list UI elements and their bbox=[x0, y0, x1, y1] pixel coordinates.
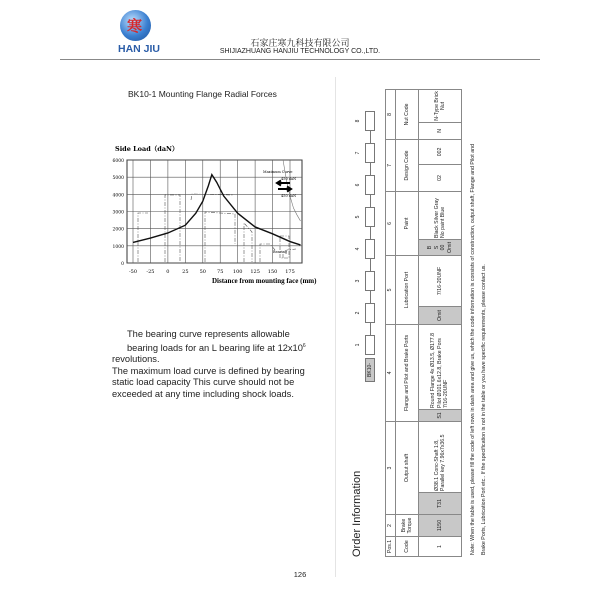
cell-pos: 1 bbox=[419, 537, 462, 557]
y-tick-label: 0 bbox=[121, 262, 124, 267]
cell-paint-desc: Black Silver Gray No paint Blue bbox=[419, 191, 462, 239]
cell-nut-code: N bbox=[419, 122, 462, 139]
cell-flange-desc: Round Flange 4x Ø13.5, Ø177.8 Pilot Ø101.6x12.8, Brake Pors 7/16-20UNF bbox=[419, 324, 462, 409]
cell-lube-code: Omit bbox=[419, 306, 462, 324]
col-num: 7 bbox=[386, 139, 396, 191]
position-label: 2 bbox=[355, 311, 361, 315]
connector-line bbox=[370, 163, 371, 175]
x-tick-label: 175 bbox=[285, 269, 295, 275]
col-header: Output shaft bbox=[396, 421, 419, 514]
col-num: 3 bbox=[386, 421, 396, 514]
cell-nut-desc: N-Type Brick Nut bbox=[419, 89, 462, 122]
annotation-maximum-curve: Maximum Curve bbox=[263, 170, 293, 174]
code-entry-box[interactable] bbox=[365, 207, 375, 227]
table-number-row bbox=[386, 89, 396, 556]
code-prefix-box: BK10- bbox=[365, 358, 375, 382]
y-axis-label: Side Load（daN） bbox=[115, 145, 179, 153]
cell-shaft-code: T31 bbox=[419, 493, 462, 515]
y-tick-label: 1000 bbox=[112, 244, 124, 250]
y-tick-label: 5000 bbox=[112, 176, 124, 182]
col-num: 4 bbox=[386, 324, 396, 421]
position-label: 8 bbox=[355, 119, 361, 123]
company-name-en: SHIJIAZHUANG HANJIU TECHNOLOGY CO.,LTD. bbox=[219, 48, 381, 55]
logo-glyph: 寒 bbox=[127, 17, 143, 35]
connector-line bbox=[370, 131, 371, 143]
code-entry-box[interactable] bbox=[365, 143, 375, 163]
position-label: 3 bbox=[355, 279, 361, 283]
connector-line bbox=[370, 227, 371, 239]
description-line-1b: revolutions. bbox=[112, 354, 160, 365]
note-line-2: Brake Ports, Lubrication Port etc.. If the specification is not in the table or you have specific requirements, please contact us. bbox=[481, 264, 487, 555]
table-header-row bbox=[396, 89, 419, 556]
x-axis-label: Distance from mounting face (mm) bbox=[212, 277, 317, 285]
col-header: Flange and Pilot and Brake Ports bbox=[396, 324, 419, 421]
cell-paint-codes: B S 00 Omit bbox=[419, 239, 462, 255]
description-line-2: The maximum load curve is defined by bearing static load capacity This curve should not be exceeded at any time including shock loads. bbox=[112, 365, 305, 399]
col-header: Paint bbox=[396, 191, 419, 255]
x-tick-label: -25 bbox=[146, 269, 155, 275]
cell-shaft-desc: Ø38.1 Conc-Shaft 1:8, Parallel key 7.96x7x36.5 bbox=[419, 421, 462, 492]
code-entry-box[interactable] bbox=[365, 335, 375, 355]
arrow-left-icon bbox=[277, 181, 290, 186]
brand-name: HAN JIU bbox=[118, 43, 161, 55]
x-tick-label: 75 bbox=[217, 269, 224, 275]
col-num: 8 bbox=[386, 89, 396, 139]
code-entry-box[interactable] bbox=[365, 239, 375, 259]
code-entry-box[interactable] bbox=[365, 303, 375, 323]
order-information-section bbox=[340, 90, 500, 590]
chart-grid bbox=[127, 160, 302, 263]
cell-flange-code: S1 bbox=[419, 409, 462, 421]
table-row bbox=[419, 89, 462, 556]
code-entry-box[interactable] bbox=[365, 175, 375, 195]
code-entry-box[interactable] bbox=[365, 111, 375, 131]
col-num: 2 bbox=[386, 515, 396, 537]
company-name-cn: 石家庄寒九科技有限公司 bbox=[250, 39, 350, 49]
x-tick-label: -50 bbox=[128, 269, 138, 275]
chart-ticks bbox=[113, 158, 295, 275]
col-header: Lubrication Port bbox=[396, 255, 419, 324]
x-tick-label: 125 bbox=[250, 269, 260, 275]
connector-line bbox=[370, 323, 371, 335]
company-logo bbox=[120, 10, 151, 41]
col-num: 5 bbox=[386, 255, 396, 324]
cell-lube-desc: 7/16-20UNF bbox=[419, 255, 462, 306]
section-title: BK10-1 Mounting Flange Radial Forces bbox=[128, 89, 277, 99]
col-num: 6 bbox=[386, 191, 396, 255]
position-label: 5 bbox=[355, 215, 361, 219]
col-header: Code bbox=[396, 537, 419, 557]
header-divider bbox=[60, 59, 540, 60]
exponent: 6 bbox=[302, 342, 306, 349]
position-label: 4 bbox=[355, 247, 361, 251]
y-tick-label: 2000 bbox=[112, 227, 124, 233]
annotation-load-2: 450 daN bbox=[281, 194, 297, 198]
note-line-1: Note: When the table is used, please fill the code of left rows in dash area and give us, which the code information is consists of construction, output shaft, Flange and Pilot and bbox=[470, 143, 476, 555]
cell-design-code-a: 02 bbox=[419, 164, 462, 191]
page-number: 126 bbox=[293, 570, 307, 579]
arrow-right-icon bbox=[278, 187, 291, 192]
annotation-bearing: Bearing bbox=[273, 250, 288, 254]
col-header: Brake Torque bbox=[396, 515, 419, 537]
y-tick-label: 4000 bbox=[112, 193, 124, 199]
order-table bbox=[385, 89, 462, 557]
connector-line bbox=[370, 291, 371, 303]
bearing-curve-line bbox=[133, 175, 300, 245]
y-tick-label: 3000 bbox=[112, 210, 124, 216]
x-tick-label: 0 bbox=[166, 269, 170, 275]
annotation-load-1: 450 daN bbox=[281, 177, 297, 181]
y-tick-label: 6000 bbox=[112, 159, 124, 164]
connector-line bbox=[370, 259, 371, 271]
code-entry-box[interactable] bbox=[365, 271, 375, 291]
col-header: Design Code bbox=[396, 139, 419, 191]
cell-torque: 1150 bbox=[419, 515, 462, 537]
cell-design-code-b: 002 bbox=[419, 139, 462, 164]
x-tick-label: 25 bbox=[182, 269, 189, 275]
col-num: Pos.1 bbox=[386, 537, 396, 557]
order-title: Order Information bbox=[351, 470, 363, 557]
description-line-1: The bearing curve represents allowable bearing loads for an L bearing life at 12x10 bbox=[127, 329, 303, 353]
x-tick-label: 50 bbox=[199, 269, 206, 275]
position-label: 1 bbox=[355, 343, 361, 347]
radial-force-chart bbox=[100, 140, 336, 290]
connector-line bbox=[370, 195, 371, 207]
position-label: 7 bbox=[355, 151, 361, 155]
col-header: Nut Code bbox=[396, 89, 419, 139]
position-label: 6 bbox=[355, 183, 361, 187]
order-note bbox=[468, 90, 490, 555]
x-tick-label: 100 bbox=[232, 269, 243, 275]
description-paragraph bbox=[112, 329, 312, 400]
x-tick-label: 150 bbox=[267, 269, 278, 275]
